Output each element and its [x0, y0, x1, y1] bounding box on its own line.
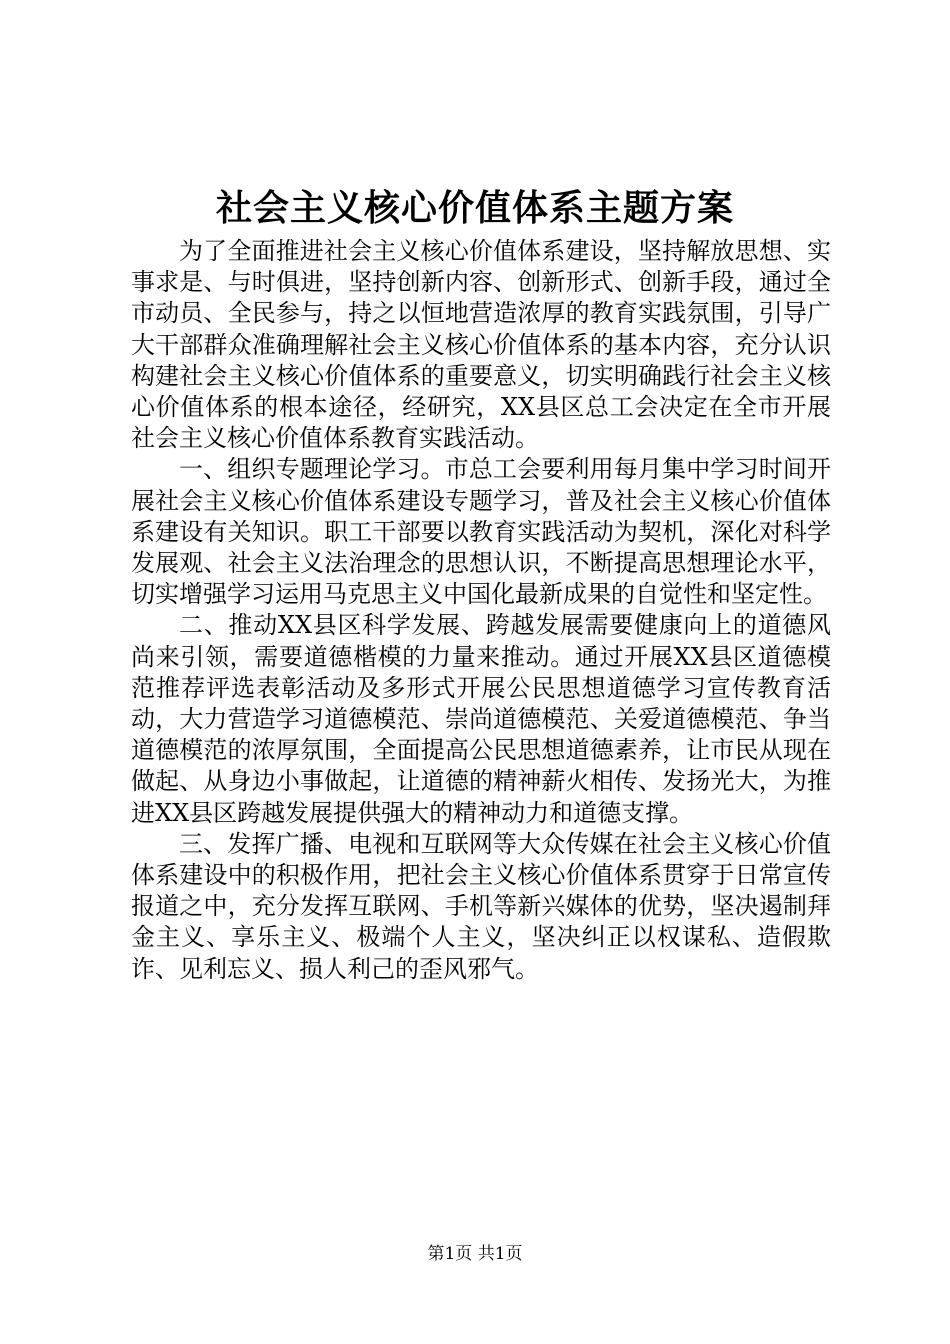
paragraph-section-2: 二、推动XX县区科学发展、跨越发展需要健康向上的道德风尚来引领，需要道德楷模的力量来推动。通过开展XX县区道德模范推荐评选表彰活动及多形式开展公民思想道德学习宣传教育活动，大力营造学习道德模范、崇尚道德模范、关爱道德模范、争当道德模范的浓厚氛围，全面提高公民思想道德素养，让市民从现在做起、从身边小事做起，让道德的精神薪火相传、发扬光大，为推进XX县区跨越发展提供强大的精神动力和道德支撑。	[131, 611, 831, 827]
paragraph-intro: 为了全面推进社会主义核心价值体系建设，坚持解放思想、实事求是、与时俱进，坚持创新内容、创新形式、创新手段，通过全市动员、全民参与，持之以恒地营造浓厚的教育实践氛围，引导广大干部群众准确理解社会主义核心价值体系的基本内容，充分认识构建社会主义核心价值体系的重要意义，切实明确践行社会主义核心价值体系的根本途径，经研究，XX县区总工会决定在全市开展社会主义核心价值体系教育实践活动。	[131, 237, 831, 453]
document-body	[131, 236, 831, 985]
paragraph-section-3: 三、发挥广播、电视和互联网等大众传媒在社会主义核心价值体系建设中的积极作用，把社会主义核心价值体系贯穿于日常宣传报道之中，充分发挥互联网、手机等新兴媒体的优势，坚决遏制拜金主义、享乐主义、极端个人主义，坚决纠正以权谋私、造假欺诈、见利忘义、损人利己的歪风邪气。	[131, 829, 831, 983]
document-title: 社会主义核心价值体系主题方案	[215, 187, 734, 229]
paragraph-section-1: 一、组织专题理论学习。市总工会要利用每月集中学习时间开展社会主义核心价值体系建设专题学习，普及社会主义核心价值体系建设有关知识。职工干部要以教育实践活动为契机，深化对科学发展观、社会主义法治理念的思想认识，不断提高思想理论水平，切实增强学习运用马克思主义中国化最新成果的自觉性和坚定性。	[131, 455, 831, 609]
page-footer: 第1页 共1页	[427, 1244, 523, 1264]
